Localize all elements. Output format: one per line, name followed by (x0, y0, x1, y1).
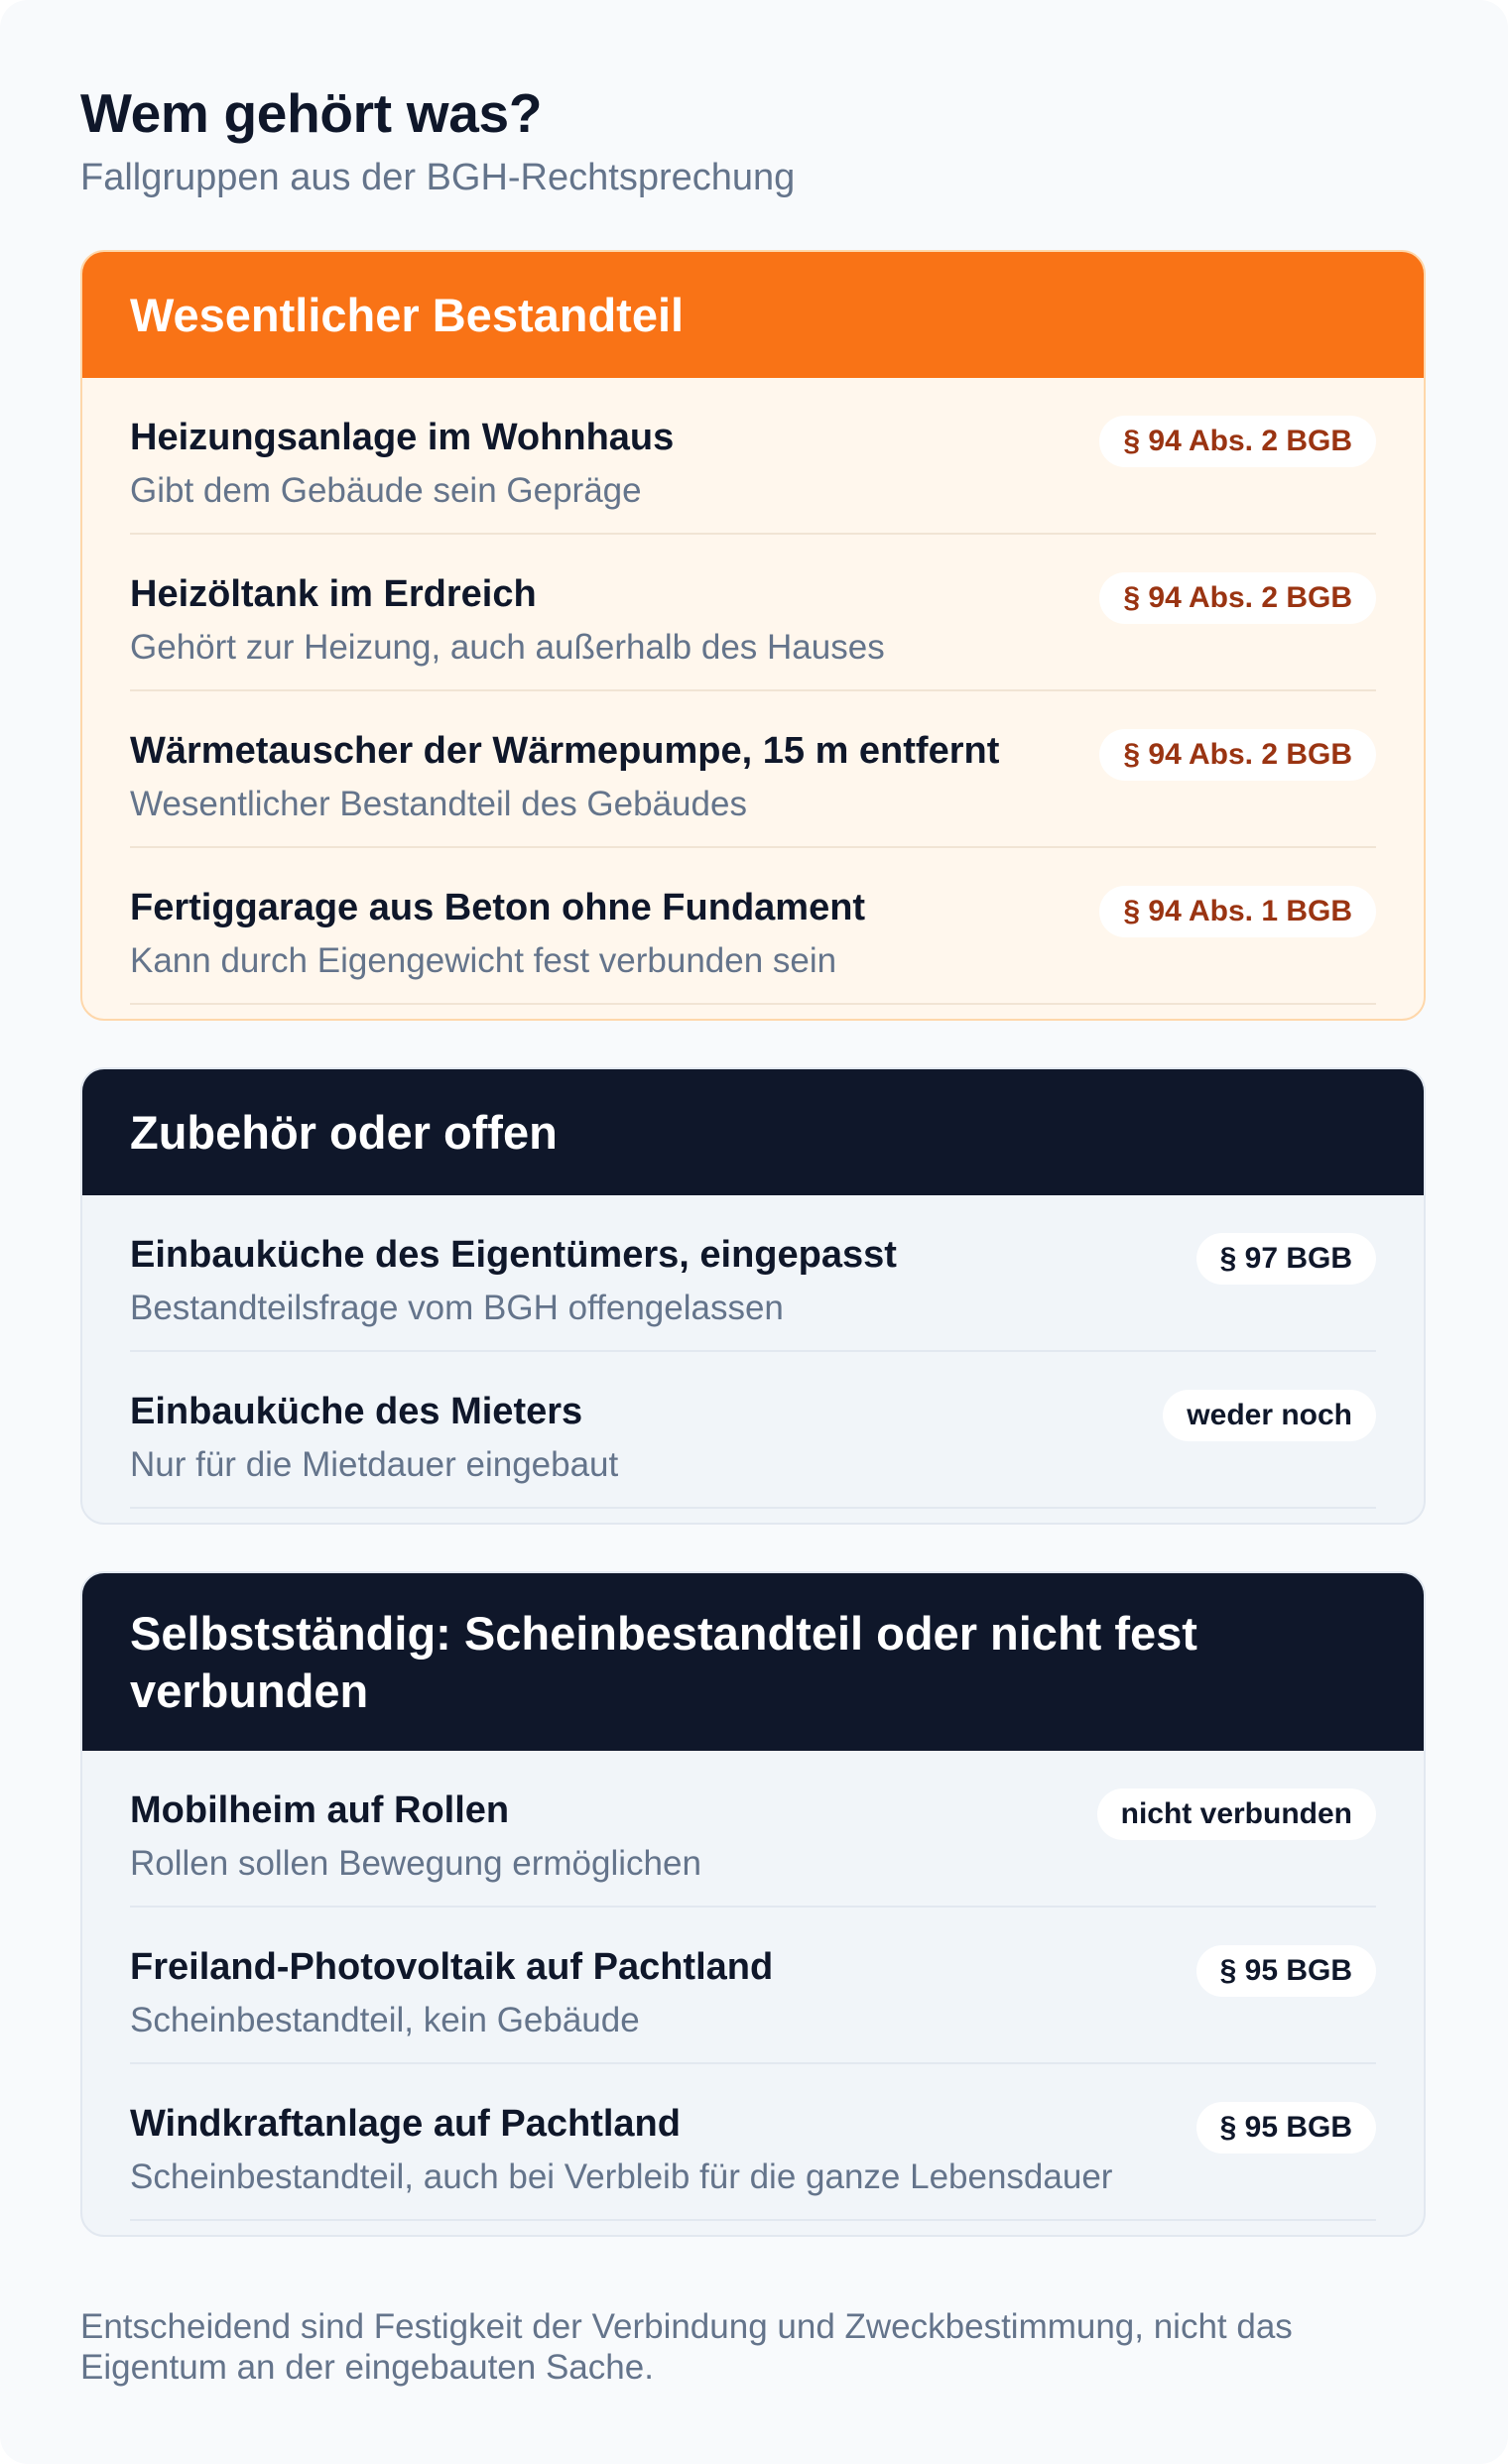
list-item-text (130, 727, 1075, 827)
law-badge: § 94 Abs. 2 BGB (1099, 572, 1376, 624)
item-description: Rollen sollen Bewegung ermöglichen (130, 1844, 701, 1883)
item-title: Einbauküche des Eigentümers, eingepasst (130, 1234, 897, 1276)
status-badge: nicht verbunden (1097, 1788, 1376, 1840)
list-item (130, 535, 1376, 691)
list-item (130, 2064, 1376, 2221)
law-badge: § 95 BGB (1196, 1945, 1376, 1997)
item-title: Heizöltank im Erdreich (130, 573, 537, 615)
section-header: Wesentlicher Bestandteil (82, 252, 1424, 378)
list-item (130, 1908, 1376, 2064)
item-description: Gibt dem Gebäude sein Gepräge (130, 471, 642, 510)
law-badge: § 97 BGB (1196, 1233, 1376, 1285)
list-item (130, 1195, 1376, 1352)
section-card-wesentlicher-bestandteil (80, 250, 1426, 1021)
footnote: Entscheidend sind Festigkeit der Verbindung und Zweckbestimmung, nicht das Eigentum an der eingebauten Sache. (80, 2307, 1293, 2387)
item-title: Fertiggarage aus Beton ohne Fundament (130, 887, 866, 928)
section-list (82, 378, 1424, 1019)
section-header: Selbstständig: Scheinbestandteil oder nicht fest verbunden (82, 1573, 1424, 1751)
item-description: Nur für die Mietdauer eingebaut (130, 1445, 619, 1484)
list-item (130, 691, 1376, 848)
section-list (82, 1751, 1424, 2235)
list-item-text (130, 414, 1075, 514)
item-description: Scheinbestandteil, kein Gebäude (130, 2001, 640, 2039)
page-subtitle: Fallgruppen aus der BGH-Rechtsprechung (80, 157, 796, 198)
law-badge: § 94 Abs. 2 BGB (1099, 416, 1376, 467)
section-header: Zubehör oder offen (82, 1069, 1424, 1195)
law-badge: § 95 BGB (1196, 2102, 1376, 2154)
list-item-text (130, 1388, 1139, 1488)
law-badge: § 94 Abs. 2 BGB (1099, 729, 1376, 781)
list-item (130, 1751, 1376, 1908)
list-item-text (130, 1786, 1073, 1887)
item-title: Mobilheim auf Rollen (130, 1789, 510, 1831)
item-title: Einbauküche des Mieters (130, 1391, 583, 1432)
status-badge: weder noch (1163, 1390, 1376, 1441)
item-description: Kann durch Eigengewicht fest verbunden sein (130, 941, 837, 980)
list-item-text (130, 1231, 1173, 1331)
law-badge: § 94 Abs. 1 BGB (1099, 886, 1376, 937)
list-item-text (130, 884, 1075, 984)
item-description: Wesentlicher Bestandteil des Gebäudes (130, 785, 747, 823)
item-description: Gehört zur Heizung, auch außerhalb des Hauses (130, 628, 885, 667)
item-title: Wärmetauscher der Wärmepumpe, 15 m entfernt (130, 730, 1000, 772)
list-item-text (130, 2100, 1173, 2200)
page-title: Wem gehört was? (80, 82, 543, 144)
list-item-text (130, 570, 1075, 671)
list-item (130, 1352, 1376, 1509)
item-description: Scheinbestandteil, auch bei Verbleib für die ganze Lebensdauer (130, 2157, 1113, 2196)
list-item-text (130, 1943, 1173, 2043)
list-item (130, 378, 1376, 535)
item-description: Bestandteilsfrage vom BGH offengelassen (130, 1289, 784, 1327)
item-title: Windkraftanlage auf Pachtland (130, 2103, 681, 2145)
item-title: Heizungsanlage im Wohnhaus (130, 417, 675, 458)
section-list (82, 1195, 1424, 1523)
section-card-zubehoer-oder-offen (80, 1067, 1426, 1525)
list-item (130, 848, 1376, 1005)
section-card-selbststaendig (80, 1571, 1426, 2237)
item-title: Freiland-Photovoltaik auf Pachtland (130, 1946, 774, 1988)
